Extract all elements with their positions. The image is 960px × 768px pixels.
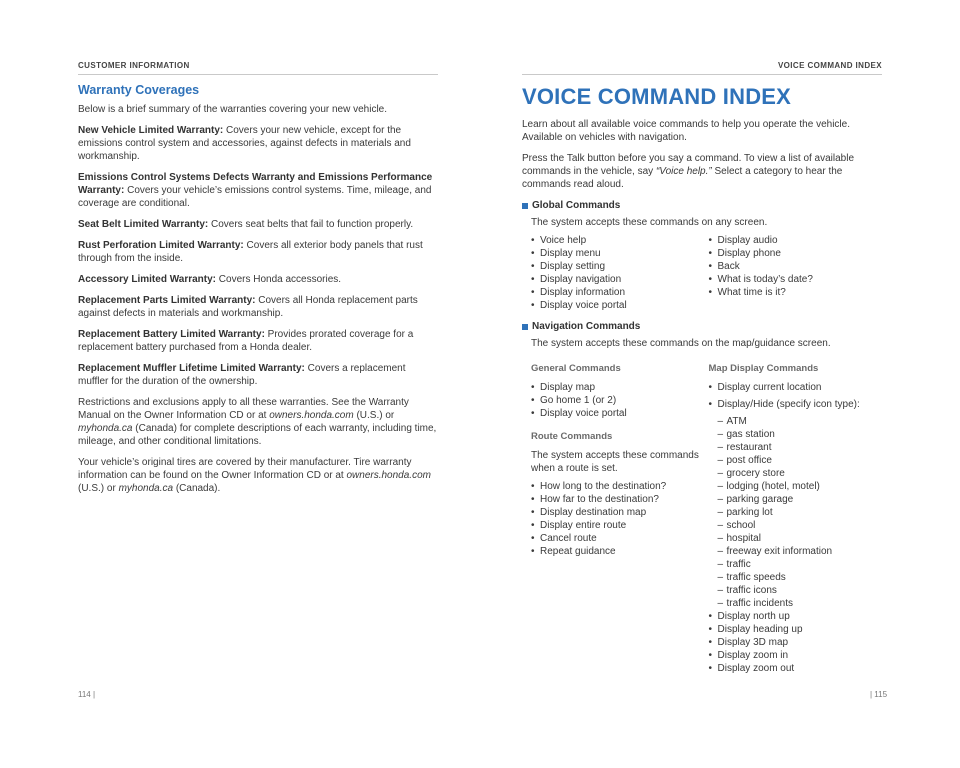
warranty-intro: Below is a brief summary of the warranties covering your new vehicle.	[78, 104, 388, 115]
myhonda-link[interactable]: myhonda.ca	[78, 423, 133, 434]
list-item: – parking garage	[718, 493, 887, 506]
map-display-heading: Map Display Commands	[708, 363, 819, 374]
navigation-columns	[531, 362, 886, 675]
list-item: – traffic	[718, 558, 887, 571]
icon-type-list	[718, 415, 887, 610]
warranty-item: Seat Belt Limited Warranty: Covers seat belts that fail to function properly.	[78, 219, 414, 230]
list-item: • Display zoom in	[709, 649, 887, 662]
page-number-left: 114 |	[78, 690, 96, 699]
list-item: • Display/Hide (specify icon type):	[709, 398, 887, 411]
warranty-item: Replacement Parts Limited Warranty: Covers all Honda replacement parts against defects in materials and workmanship.	[78, 295, 418, 319]
myhonda-link[interactable]: myhonda.ca	[118, 483, 174, 494]
list-item: • Display north up	[709, 610, 887, 623]
warranty-item: Replacement Battery Limited Warranty: Provides prorated coverage for a replacement battery purchased from a Honda dealer.	[78, 329, 414, 353]
list-item: • Display 3D map	[709, 636, 887, 649]
navigation-commands-desc: The system accepts these commands on the map/guidance screen.	[531, 338, 831, 349]
list-item: • Display setting	[531, 260, 709, 273]
navigation-commands-heading: Navigation Commands	[522, 320, 886, 333]
list-item: – post office	[718, 454, 887, 467]
route-commands-heading: Route Commands	[531, 431, 613, 442]
list-item: • How far to the destination?	[531, 493, 709, 506]
list-item: • Repeat guidance	[531, 545, 709, 558]
list-item: – school	[718, 519, 887, 532]
list-item: – parking lot	[718, 506, 887, 519]
warranty-item: Accessory Limited Warranty: Covers Honda accessories.	[78, 274, 342, 285]
warranty-item: New Vehicle Limited Warranty: Covers your new vehicle, except for the emissions control system and accessories, against defects in materials and workmanship.	[78, 125, 411, 162]
warranty-item: Rust Perforation Limited Warranty: Covers all exterior body panels that rust through from the inside.	[78, 240, 423, 264]
list-item: • Cancel route	[531, 532, 709, 545]
list-item: – restaurant	[718, 441, 887, 454]
list-item: • Back	[709, 260, 887, 273]
owners-link[interactable]: owners.honda.com	[269, 410, 354, 421]
global-col-2	[709, 234, 887, 299]
header-rule-left	[78, 74, 438, 75]
list-item: • Display voice portal	[531, 299, 709, 312]
route-commands-desc: The system accepts these commands when a route is set.	[531, 450, 699, 474]
talk-paragraph: Press the Talk button before you say a command. To view a list of available commands in the vehicle, say “Voice help.” Select a category to hear the commands read aloud.	[522, 153, 855, 190]
global-col-1	[531, 234, 709, 312]
list-item: • Display information	[531, 286, 709, 299]
route-commands-list	[531, 480, 709, 558]
tires-paragraph: Your vehicle’s original tires are covered by their manufacturer. Tire warranty information can be found on the Owner Information CD or at owners.honda.com (U.S.) or myhonda.ca (Canada).	[78, 457, 431, 494]
list-item: – traffic icons	[718, 584, 887, 597]
list-item: • Display phone	[709, 247, 887, 260]
right-page	[480, 0, 960, 768]
global-commands-list	[531, 234, 886, 312]
warranty-item: Emissions Control Systems Defects Warranty and Emissions Performance Warranty: Covers your vehicle’s emissions control systems. Time, mileage, and coverage are conditional.	[78, 172, 433, 209]
list-item: • Display entire route	[531, 519, 709, 532]
owners-link[interactable]: owners.honda.com	[346, 470, 431, 481]
voice-command-section	[522, 84, 886, 675]
list-item: • How long to the destination?	[531, 480, 709, 493]
square-bullet-icon	[522, 203, 528, 209]
restrictions-paragraph: Restrictions and exclusions apply to all these warranties. See the Warranty Manual on the Owner Information CD or at owners.honda.com (U.S.) or myhonda.ca (Canada) for complete descriptions of each warranty, including time, mileage, and other conditional limitations.	[78, 397, 437, 447]
list-item: – gas station	[718, 428, 887, 441]
header-rule-right	[522, 74, 882, 75]
running-header-left: CUSTOMER INFORMATION	[78, 61, 190, 70]
general-commands-list	[531, 381, 709, 420]
square-bullet-icon	[522, 324, 528, 330]
list-item: – lodging (hotel, motel)	[718, 480, 887, 493]
list-item: • Display navigation	[531, 273, 709, 286]
list-item: – ATM	[718, 415, 887, 428]
list-item: • Display menu	[531, 247, 709, 260]
general-commands-heading: General Commands	[531, 363, 621, 374]
list-item: • Go home 1 (or 2)	[531, 394, 709, 407]
list-item: • Display voice portal	[531, 407, 709, 420]
list-item: • Display zoom out	[709, 662, 887, 675]
running-header-right: VOICE COMMAND INDEX	[777, 61, 882, 70]
list-item: • What time is it?	[709, 286, 887, 299]
warranty-section	[78, 84, 438, 503]
list-item: • What is today’s date?	[709, 273, 887, 286]
warranty-title: Warranty Coverages	[78, 83, 200, 97]
list-item: • Display map	[531, 381, 709, 394]
list-item: – traffic incidents	[718, 597, 887, 610]
list-item: • Voice help	[531, 234, 709, 247]
page-number-right: | 115	[870, 690, 888, 699]
page-title: VOICE COMMAND INDEX	[522, 84, 792, 109]
global-commands-desc: The system accepts these commands on any screen.	[531, 217, 768, 228]
list-item: • Display destination map	[531, 506, 709, 519]
warranty-item: Replacement Muffler Lifetime Limited Warranty: Covers a replacement muffler for the duration of the ownership.	[78, 363, 406, 387]
map-display-list	[709, 381, 887, 411]
global-commands-heading: Global Commands	[522, 199, 886, 212]
list-item: – hospital	[718, 532, 887, 545]
list-item: • Display current location	[709, 381, 887, 394]
intro-paragraph: Learn about all available voice commands to help you operate the vehicle. Available on vehicles with navigation.	[522, 119, 850, 143]
map-display-more-list	[709, 610, 887, 675]
list-item: • Display heading up	[709, 623, 887, 636]
list-item: • Display audio	[709, 234, 887, 247]
list-item: – grocery store	[718, 467, 887, 480]
list-item: – traffic speeds	[718, 571, 887, 584]
list-item: – freeway exit information	[718, 545, 887, 558]
